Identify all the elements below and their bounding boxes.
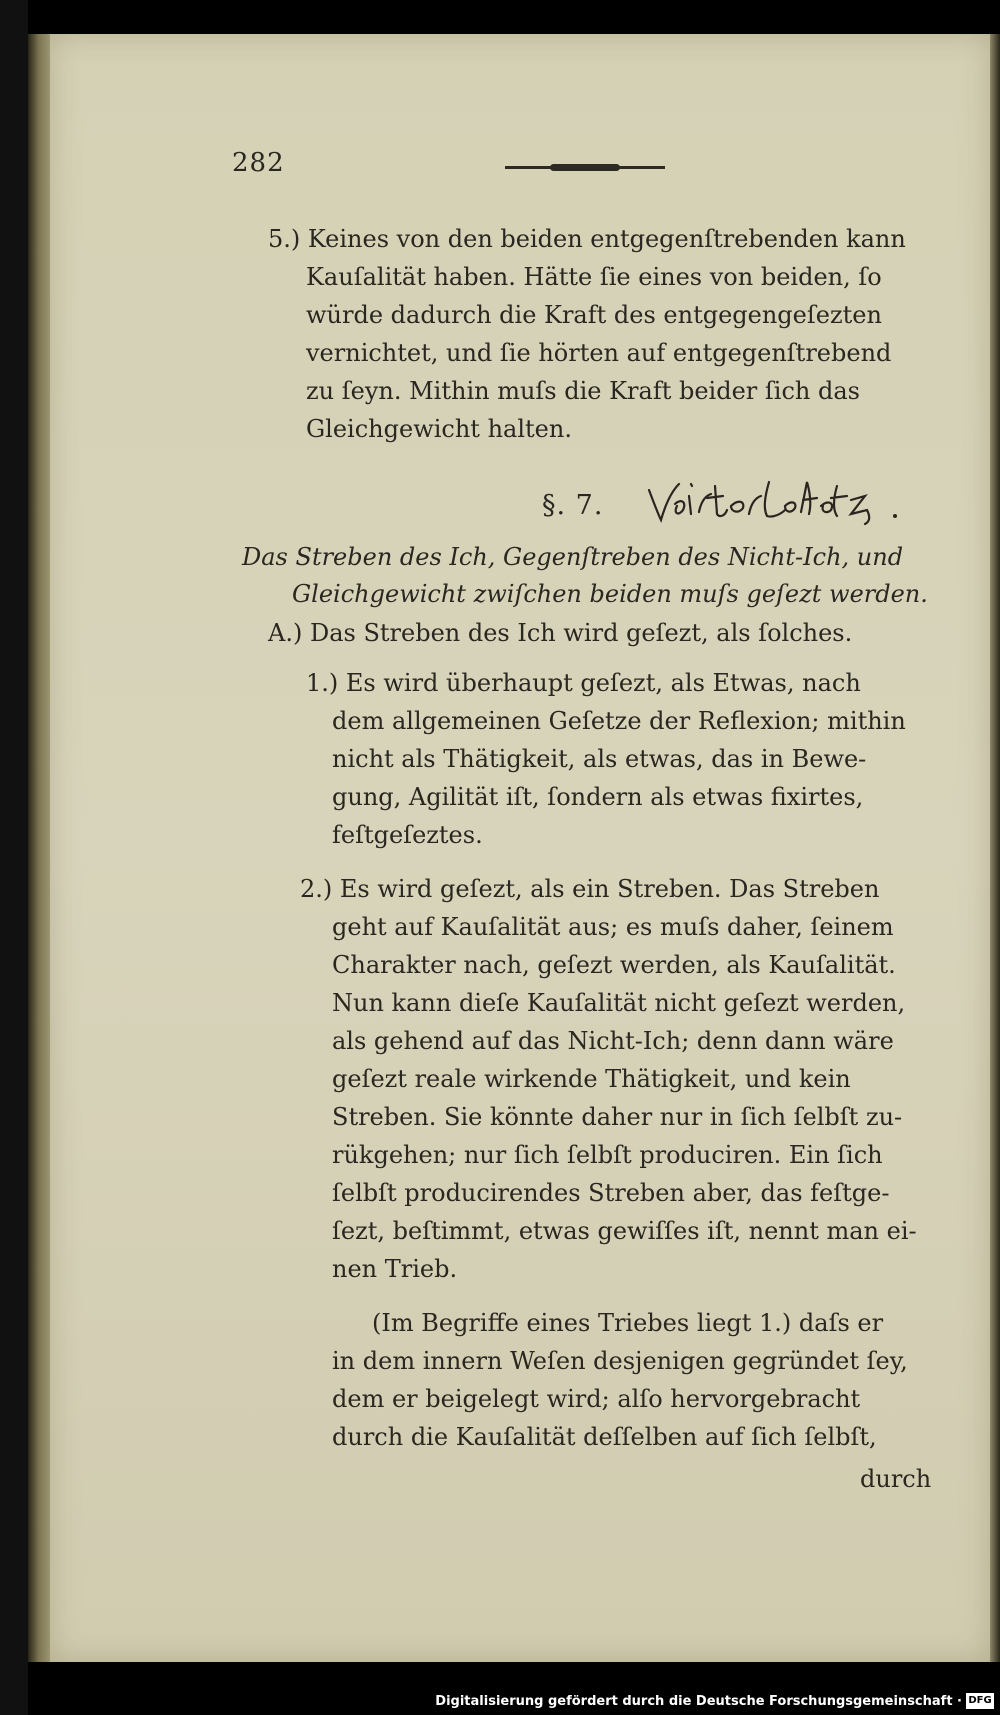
section-heading: §. 7. <box>542 490 604 521</box>
text-line: ſezt, beſtimmt, etwas gewiſſes iſt, nennt man ei- <box>332 1217 917 1245</box>
dfg-logo: DFG <box>966 1693 994 1709</box>
text-line: dem er beigelegt wird; alſo hervorgebracht <box>332 1385 861 1413</box>
text-line: als gehend auf das Nicht-Ich; denn dann wäre <box>332 1027 894 1055</box>
text-line: durch die Kauſalität deſſelben auf ſich ſelbſt, <box>332 1423 877 1451</box>
text-line: Gleichgewicht halten. <box>306 415 572 443</box>
text-line: feſtgeſeztes. <box>332 821 483 849</box>
page-edge <box>990 34 1000 1662</box>
text-line: gung, Agilität iſt, ſondern als etwas fixirtes, <box>332 783 864 811</box>
text-line: würde dadurch die Kraft des entgegengeſezten <box>306 301 882 329</box>
page-gutter <box>28 34 52 1662</box>
text-line: rükgehen; nur ſich ſelbſt produciren. Ein ſich <box>332 1141 883 1169</box>
text-line: A.) Das Streben des Ich wird geſezt, als ſolches. <box>268 619 853 647</box>
section-title-line: Das Streben des Ich, Gegenſtreben des Nicht-Ich, und <box>242 543 904 571</box>
text-line: ſelbſt producirendes Streben aber, das feſtge- <box>332 1179 890 1207</box>
text-line: zu ſeyn. Mithin muſs die Kraft beider ſich das <box>306 377 860 405</box>
text-line: (Im Begriffe eines Triebes liegt 1.) daſs er <box>372 1309 884 1337</box>
page-number: 282 <box>232 148 285 178</box>
text-line: vernichtet, und ſie hörten auf entgegenſtrebend <box>306 339 892 367</box>
text-line: 5.) Keines von den beiden entgegenſtrebenden kann <box>268 225 906 253</box>
header-rule <box>505 166 665 169</box>
text-line: Nun kann dieſe Kauſalität nicht geſezt werden, <box>332 989 906 1017</box>
text-line: in dem innern Weſen desjenigen gegründet ſey, <box>332 1347 908 1375</box>
book-spine <box>0 0 28 1715</box>
text-line: 2.) Es wird geſezt, als ein Streben. Das Streben <box>300 875 880 903</box>
text-line: dem allgemeinen Geſetze der Reflexion; mithin <box>332 707 906 735</box>
text-line: 1.) Es wird überhaupt geſezt, als Etwas, nach <box>306 669 861 697</box>
handwritten-annotation <box>645 476 903 526</box>
catchword: durch <box>860 1465 932 1493</box>
digitization-footer <box>0 1689 1000 1715</box>
text-line: geſezt reale wirkende Thätigkeit, und kein <box>332 1065 851 1093</box>
text-line: nen Trieb. <box>332 1255 458 1283</box>
section-title-line: Gleichgewicht zwiſchen beiden muſs geſezt werden. <box>292 580 928 608</box>
text-line: nicht als Thätigkeit, als etwas, das in Bewe- <box>332 745 867 773</box>
text-line: Streben. Sie könnte daher nur in ſich ſelbſt zu- <box>332 1103 903 1131</box>
text-line: Kauſalität haben. Hätte ſie eines von beiden, ſo <box>306 263 882 291</box>
text-line: geht auf Kauſalität aus; es muſs daher, ſeinem <box>332 913 894 941</box>
footer-credit: Digitalisierung gefördert durch die Deutsche Forschungsgemeinschaft · <box>435 1694 962 1709</box>
text-line: Charakter nach, geſezt werden, als Kauſalität. <box>332 951 896 979</box>
